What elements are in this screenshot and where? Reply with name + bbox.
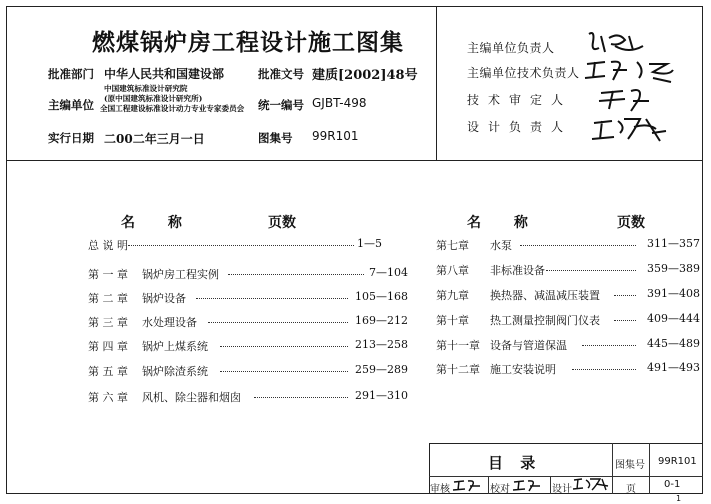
approve-doc-value: 建质[2002]48号: [312, 68, 418, 83]
toc-pages: 169—212: [355, 314, 408, 327]
toc-chapter: 第十二章: [436, 363, 480, 376]
review-signature: [452, 478, 484, 492]
toc-pages: 291—310: [355, 389, 408, 402]
title-block-review-label: 审核: [430, 484, 450, 495]
tb-sep-2: [550, 476, 551, 494]
toc-pages: 409—444: [647, 312, 700, 325]
responsible-tech: 主编单位技术负责人: [467, 66, 580, 80]
signature-2: [583, 56, 678, 86]
toc-chapter: 第 一 章: [88, 268, 128, 281]
toc-row: [436, 361, 700, 375]
toc-name: 风机、除尘器和烟囱: [142, 391, 241, 404]
atlas-no-label: 图集号: [258, 131, 293, 145]
signature-4: [590, 113, 670, 145]
unified-no-value: GJBT-498: [312, 96, 367, 110]
check-signature: [512, 478, 544, 492]
header-vertical-divider: [436, 6, 437, 160]
toc-pages: 213—258: [355, 338, 408, 351]
atlas-no-value: 99R101: [312, 129, 359, 143]
leader-dots: [582, 345, 636, 346]
toc-pages: 311—357: [647, 237, 700, 250]
toc-row: [88, 338, 408, 352]
toc-chapter: 第七章: [436, 239, 469, 252]
toc-chapter: 第八章: [436, 264, 469, 277]
toc-row: [88, 290, 408, 304]
toc-name: 水泵: [490, 239, 512, 252]
responsible-design: 设计负责人: [467, 120, 573, 134]
toc-name: 水处理设备: [142, 316, 197, 329]
toc-pages: 491—493: [647, 361, 700, 374]
leader-dots: [254, 397, 348, 398]
signature-3: [595, 85, 655, 115]
toc-chapter: 第九章: [436, 289, 469, 302]
toc-name: 非标准设备: [490, 264, 545, 277]
leader-dots: [220, 371, 348, 372]
toc-chapter: 第 三 章: [88, 316, 128, 329]
unified-no-label: 统一编号: [258, 98, 304, 112]
leader-dots: [614, 295, 636, 296]
chief-unit-line-2: (原中国建筑标准设计研究所): [104, 94, 203, 103]
toc-row: [88, 266, 408, 280]
responsible-chief-unit: 主编单位负责人: [467, 41, 555, 55]
toc-pages: 391—408: [647, 287, 700, 300]
title-block-page-value: 0-1: [664, 479, 681, 490]
leader-dots: [208, 322, 348, 323]
toc-pages: 259—289: [355, 363, 408, 376]
toc-left-name-header: 名 称: [121, 215, 196, 231]
toc-chapter: 第 四 章: [88, 340, 128, 353]
tb-sep-1: [488, 476, 489, 494]
toc-pages: 445—489: [647, 337, 700, 350]
leader-dots: [572, 369, 636, 370]
toc-chapter: 第十章: [436, 314, 469, 327]
title-block-mid: [429, 476, 703, 477]
toc-pages: 1—5: [357, 237, 382, 250]
toc-row: [436, 312, 700, 326]
leader-dots: [614, 320, 636, 321]
toc-name: 设备与管道保温: [490, 339, 567, 352]
toc-row: [436, 287, 700, 301]
toc-name: 换热器、减温减压装置: [490, 289, 600, 302]
toc-row: [436, 262, 700, 276]
toc-chapter: 第 五 章: [88, 365, 128, 378]
toc-name: 热工测量控制阀门仪表: [490, 314, 600, 327]
impl-date-value: 二00二年三月一日: [104, 132, 205, 146]
toc-pages: 359—389: [647, 262, 700, 275]
toc-right-pages-header: 页数: [617, 215, 645, 231]
title-block-atlas-label: 图集号: [615, 460, 645, 471]
leader-dots: [520, 245, 636, 246]
toc-chapter: 第 六 章: [88, 391, 128, 404]
leader-dots: [196, 298, 348, 299]
toc-chapter: 第 二 章: [88, 292, 128, 305]
toc-name: 锅炉房工程实例: [142, 268, 219, 281]
leader-dots: [546, 270, 636, 271]
approve-dept-value: 中华人民共和国建设部: [104, 67, 225, 81]
title-block-check-label: 校对: [490, 484, 510, 495]
toc-pages: 7—104: [369, 266, 408, 279]
toc-row: [88, 237, 382, 251]
approve-dept-label: 批准部门: [48, 67, 94, 81]
toc-left-pages-header: 页数: [268, 215, 296, 231]
design-signature: [572, 476, 610, 492]
title-block-name: 目 录: [488, 454, 542, 472]
page-title: 燃煤锅炉房工程设计施工图集: [92, 29, 404, 56]
title-block-top: [429, 443, 703, 444]
chief-unit-label: 主编单位: [48, 98, 94, 112]
chief-unit-line-1: 中国建筑标准设计研究院: [104, 84, 188, 93]
title-block-col2: [649, 443, 650, 494]
toc-row: [88, 389, 408, 403]
title-block-atlas-value: 99R101: [658, 456, 697, 467]
responsible-review: 技术审定人: [467, 93, 573, 107]
leader-dots: [220, 346, 348, 347]
footer-page-number: 1: [676, 494, 682, 503]
toc-row: [88, 363, 408, 377]
toc-right-name-header: 名 称: [467, 215, 542, 231]
toc-name: 锅炉除渣系统: [142, 365, 208, 378]
toc-pages: 105—168: [355, 290, 408, 303]
toc-name: 锅炉设备: [142, 292, 186, 305]
toc-row: [436, 337, 700, 351]
leader-dots: [128, 245, 354, 246]
toc-chapter: 第十一章: [436, 339, 480, 352]
signature-1: [585, 28, 665, 58]
leader-dots: [228, 274, 364, 275]
title-block-page-label: 页: [626, 484, 636, 495]
chief-unit-line-3: 全国工程建设标准设计动力专业专家委员会: [100, 104, 245, 113]
toc-chapter: 总 说 明: [88, 239, 128, 252]
header-divider: [6, 160, 703, 161]
toc-row: [88, 314, 408, 328]
toc-name: 施工安装说明: [490, 363, 556, 376]
toc-name: 锅炉上煤系统: [142, 340, 208, 353]
title-block-col: [612, 443, 613, 494]
approve-doc-label: 批准文号: [258, 67, 304, 81]
toc-row: [436, 237, 700, 251]
impl-date-label: 实行日期: [48, 131, 94, 145]
title-block-design-label: 设计: [552, 484, 572, 495]
